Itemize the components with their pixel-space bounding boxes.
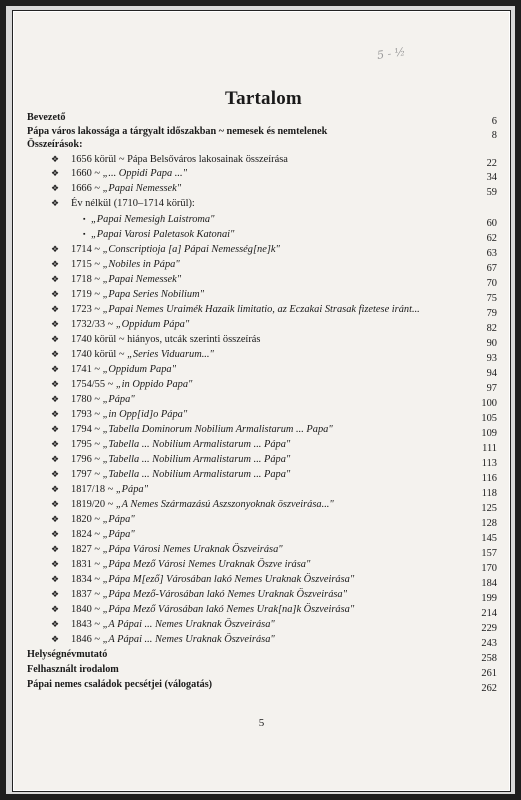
toc-entry-text: Összeírások: bbox=[27, 139, 83, 150]
diamond-bullet-icon: ❖ bbox=[51, 198, 60, 208]
toc-item bbox=[27, 303, 497, 319]
toc-item bbox=[27, 633, 497, 649]
diamond-bullet-icon: ❖ bbox=[51, 484, 60, 494]
toc-page-number: 118 bbox=[481, 488, 497, 499]
toc-page-number: 90 bbox=[486, 338, 497, 349]
toc-entry-text: Pápai nemes családok pecsétjei (válogatás) bbox=[27, 679, 213, 690]
toc-entry-text: 1754/55 ~ „in Oppido Papa" bbox=[71, 379, 193, 390]
toc-entry-text: 1840 ~ „Pápa Mező Városában lakó Nemes Urak[na]k Öszveirása" bbox=[71, 604, 355, 615]
toc-item bbox=[27, 468, 497, 484]
toc-item bbox=[27, 153, 497, 169]
toc-item bbox=[27, 378, 497, 394]
book-page bbox=[12, 10, 511, 792]
toc-page-number: 82 bbox=[486, 323, 497, 334]
toc-item bbox=[27, 182, 497, 198]
toc-item bbox=[27, 618, 497, 634]
toc-item bbox=[27, 603, 497, 619]
toc-entry-text: „Papai Varosi Paletasok Katonai" bbox=[91, 229, 235, 240]
diamond-bullet-icon: ❖ bbox=[51, 514, 60, 524]
page-number: 5 bbox=[258, 717, 265, 729]
toc-entry-text: 1719 ~ „Papa Series Nobilium" bbox=[71, 289, 204, 300]
diamond-bullet-icon: ❖ bbox=[51, 154, 60, 164]
toc-page-number: 199 bbox=[481, 593, 497, 604]
toc-entry-text: 1666 ~ „Papai Nemessek" bbox=[71, 183, 182, 194]
diamond-bullet-icon: ❖ bbox=[51, 379, 60, 389]
toc-entry-text: 1831 ~ „Pápa Mező Városi Nemes Uraknak Öszve irása" bbox=[71, 559, 311, 570]
toc-item bbox=[27, 483, 497, 499]
toc-entry-text: 1714 ~ „Conscriptioja [a] Pápai Nemesség[ne]k" bbox=[71, 244, 280, 255]
toc-entry-text: 1656 körül ~ Pápa Belsőváros lakosainak összeírása bbox=[71, 154, 288, 165]
toc-section bbox=[27, 111, 497, 127]
toc-entry-text: Felhasznált irodalom bbox=[27, 664, 119, 675]
diamond-bullet-icon: ❖ bbox=[51, 289, 60, 299]
diamond-bullet-icon: ❖ bbox=[51, 409, 60, 419]
toc-item bbox=[27, 453, 497, 469]
toc-page-number: 100 bbox=[481, 398, 497, 409]
toc-page-number: 109 bbox=[481, 428, 497, 439]
toc-entry-text: 1796 ~ „Tabella ... Nobilium Armalistarum ... Pápa" bbox=[71, 454, 291, 465]
toc-page-number: 22 bbox=[486, 158, 497, 169]
toc-page-number: 34 bbox=[486, 172, 497, 183]
toc-entry-text: Bevezető bbox=[27, 112, 66, 123]
toc-entry-text: 1843 ~ „A Pápai ... Nemes Uraknak Öszveirása" bbox=[71, 619, 275, 630]
toc-item bbox=[27, 393, 497, 409]
toc-entry-text: Év nélkül (1710–1714 körül): bbox=[71, 198, 195, 209]
toc-page-number: 157 bbox=[481, 548, 497, 559]
toc-subitem bbox=[27, 228, 497, 244]
toc-page-number: 229 bbox=[481, 623, 497, 634]
toc-entry-text: 1741 ~ „Oppidum Papa" bbox=[71, 364, 176, 375]
diamond-bullet-icon: ❖ bbox=[51, 529, 60, 539]
toc-item bbox=[27, 167, 497, 183]
toc-page-number: 258 bbox=[481, 653, 497, 664]
toc-entry-text: 1715 ~ „Nobiles in Pápa" bbox=[71, 259, 180, 270]
toc-entry-text: 1827 ~ „Pápa Városi Nemes Uraknak Öszveirása" bbox=[71, 544, 283, 555]
toc-entry-text: 1824 ~ „Pápa" bbox=[71, 529, 135, 540]
toc-entry-text: 1794 ~ „Tabella Dominorum Nobilium Armalistarum ... Papa" bbox=[71, 424, 333, 435]
toc-item bbox=[27, 348, 497, 364]
pencil-annotation: 5 - ½ bbox=[376, 45, 407, 62]
toc-entry-text: 1660 ~ „... Oppidi Papa ..." bbox=[71, 168, 187, 179]
diamond-bullet-icon: ❖ bbox=[51, 454, 60, 464]
toc-item bbox=[27, 258, 497, 274]
toc-page-number: 60 bbox=[486, 218, 497, 229]
toc-item bbox=[27, 423, 497, 439]
toc-item bbox=[27, 333, 497, 349]
toc-entry-text: 1780 ~ „Pápa" bbox=[71, 394, 135, 405]
toc-page-number: 261 bbox=[481, 668, 497, 679]
toc-item bbox=[27, 513, 497, 529]
toc-page-number: 63 bbox=[486, 248, 497, 259]
toc-item bbox=[27, 558, 497, 574]
square-bullet-icon: ▪ bbox=[83, 215, 86, 223]
toc-page-number: 59 bbox=[486, 187, 497, 198]
toc-entry-text: 1819/20 ~ „A Nemes Származású Aszszonyoknak öszveirása..." bbox=[71, 499, 334, 510]
diamond-bullet-icon: ❖ bbox=[51, 469, 60, 479]
diamond-bullet-icon: ❖ bbox=[51, 439, 60, 449]
toc-item bbox=[27, 318, 497, 334]
diamond-bullet-icon: ❖ bbox=[51, 319, 60, 329]
toc-page-number: 94 bbox=[486, 368, 497, 379]
toc-page-number: 170 bbox=[481, 563, 497, 574]
toc-page-number: 67 bbox=[486, 263, 497, 274]
toc-entry-text: 1793 ~ „in Opp[id]o Pápa" bbox=[71, 409, 188, 420]
toc-item bbox=[27, 438, 497, 454]
toc-item bbox=[27, 498, 497, 514]
toc-page-number: 62 bbox=[486, 233, 497, 244]
page-title: Tartalom bbox=[225, 88, 302, 109]
toc-page-number: 145 bbox=[481, 533, 497, 544]
diamond-bullet-icon: ❖ bbox=[51, 244, 60, 254]
diamond-bullet-icon: ❖ bbox=[51, 349, 60, 359]
toc-entry-text: Helységnévmutató bbox=[27, 649, 108, 660]
toc-item bbox=[27, 573, 497, 589]
diamond-bullet-icon: ❖ bbox=[51, 559, 60, 569]
diamond-bullet-icon: ❖ bbox=[51, 574, 60, 584]
toc-section bbox=[27, 663, 497, 679]
toc-item bbox=[27, 588, 497, 604]
diamond-bullet-icon: ❖ bbox=[51, 604, 60, 614]
toc-page-number: 116 bbox=[481, 473, 497, 484]
toc-entry-text: 1797 ~ „Tabella ... Nobilium Armalistarum ... Papa" bbox=[71, 469, 291, 480]
toc-page-number: 75 bbox=[486, 293, 497, 304]
toc-item bbox=[27, 543, 497, 559]
toc-page-number: 262 bbox=[481, 683, 497, 694]
toc-section bbox=[27, 678, 497, 694]
toc-section bbox=[27, 125, 497, 141]
toc-page-number: 113 bbox=[481, 458, 497, 469]
diamond-bullet-icon: ❖ bbox=[51, 589, 60, 599]
toc-entry-text: „Papai Nemesigh Laistroma" bbox=[91, 214, 215, 225]
toc-page-number: 184 bbox=[481, 578, 497, 589]
toc-item bbox=[27, 408, 497, 424]
toc-entry-text: Pápa város lakossága a tárgyalt időszakban ~ nemesek és nemtelenek bbox=[27, 126, 328, 137]
toc-item bbox=[27, 528, 497, 544]
toc-page-number: 111 bbox=[482, 443, 497, 454]
diamond-bullet-icon: ❖ bbox=[51, 183, 60, 193]
toc-item bbox=[27, 273, 497, 289]
toc-entry-text: 1820 ~ „Pápa" bbox=[71, 514, 135, 525]
diamond-bullet-icon: ❖ bbox=[51, 274, 60, 284]
diamond-bullet-icon: ❖ bbox=[51, 544, 60, 554]
square-bullet-icon: ▪ bbox=[83, 230, 86, 238]
toc-subitem bbox=[27, 213, 497, 229]
toc-page-number: 93 bbox=[486, 353, 497, 364]
diamond-bullet-icon: ❖ bbox=[51, 394, 60, 404]
diamond-bullet-icon: ❖ bbox=[51, 634, 60, 644]
toc-entry-text: 1732/33 ~ „Oppidum Pápa" bbox=[71, 319, 190, 330]
toc-item bbox=[27, 363, 497, 379]
toc-page-number: 105 bbox=[481, 413, 497, 424]
toc-page-number: 97 bbox=[486, 383, 497, 394]
toc-page-number: 125 bbox=[481, 503, 497, 514]
toc-page-number: 8 bbox=[491, 130, 497, 141]
toc-item bbox=[27, 243, 497, 259]
toc-section bbox=[27, 138, 497, 151]
toc-item bbox=[27, 197, 497, 210]
toc-entry-text: 1723 ~ „Papai Nemes Uraimék Hazaik limitatio, az Eczakai Strasak fizetese iránt... bbox=[71, 304, 420, 315]
toc-entry-text: 1795 ~ „Tabella ... Nobilium Armalistarum ... Pápa" bbox=[71, 439, 291, 450]
diamond-bullet-icon: ❖ bbox=[51, 499, 60, 509]
toc-page-number: 6 bbox=[491, 116, 497, 127]
toc-section bbox=[27, 648, 497, 664]
toc-entry-text: 1718 ~ „Papai Nemessek" bbox=[71, 274, 182, 285]
toc-entry-text: 1846 ~ „A Pápai ... Nemes Uraknak Öszveirása" bbox=[71, 634, 275, 645]
diamond-bullet-icon: ❖ bbox=[51, 424, 60, 434]
toc-page-number: 214 bbox=[481, 608, 497, 619]
toc-item bbox=[27, 288, 497, 304]
diamond-bullet-icon: ❖ bbox=[51, 168, 60, 178]
toc-entry-text: 1837 ~ „Pápa Mező-Városában lakó Nemes Uraknak Öszveirása" bbox=[71, 589, 347, 600]
diamond-bullet-icon: ❖ bbox=[51, 619, 60, 629]
toc-entry-text: 1817/18 ~ „Pápa" bbox=[71, 484, 148, 495]
toc-page-number: 128 bbox=[481, 518, 497, 529]
diamond-bullet-icon: ❖ bbox=[51, 334, 60, 344]
toc-entry-text: 1740 körül ~ „Series Viduarum..." bbox=[71, 349, 214, 360]
toc-page-number: 243 bbox=[481, 638, 497, 649]
diamond-bullet-icon: ❖ bbox=[51, 259, 60, 269]
toc-page-number: 79 bbox=[486, 308, 497, 319]
toc-entry-text: 1740 körül ~ hiányos, utcák szerinti összeírás bbox=[71, 334, 261, 345]
toc-entry-text: 1834 ~ „Pápa M[ező] Városában lakó Nemes Uraknak Öszveirása" bbox=[71, 574, 355, 585]
diamond-bullet-icon: ❖ bbox=[51, 364, 60, 374]
toc-page-number: 70 bbox=[486, 278, 497, 289]
diamond-bullet-icon: ❖ bbox=[51, 304, 60, 314]
